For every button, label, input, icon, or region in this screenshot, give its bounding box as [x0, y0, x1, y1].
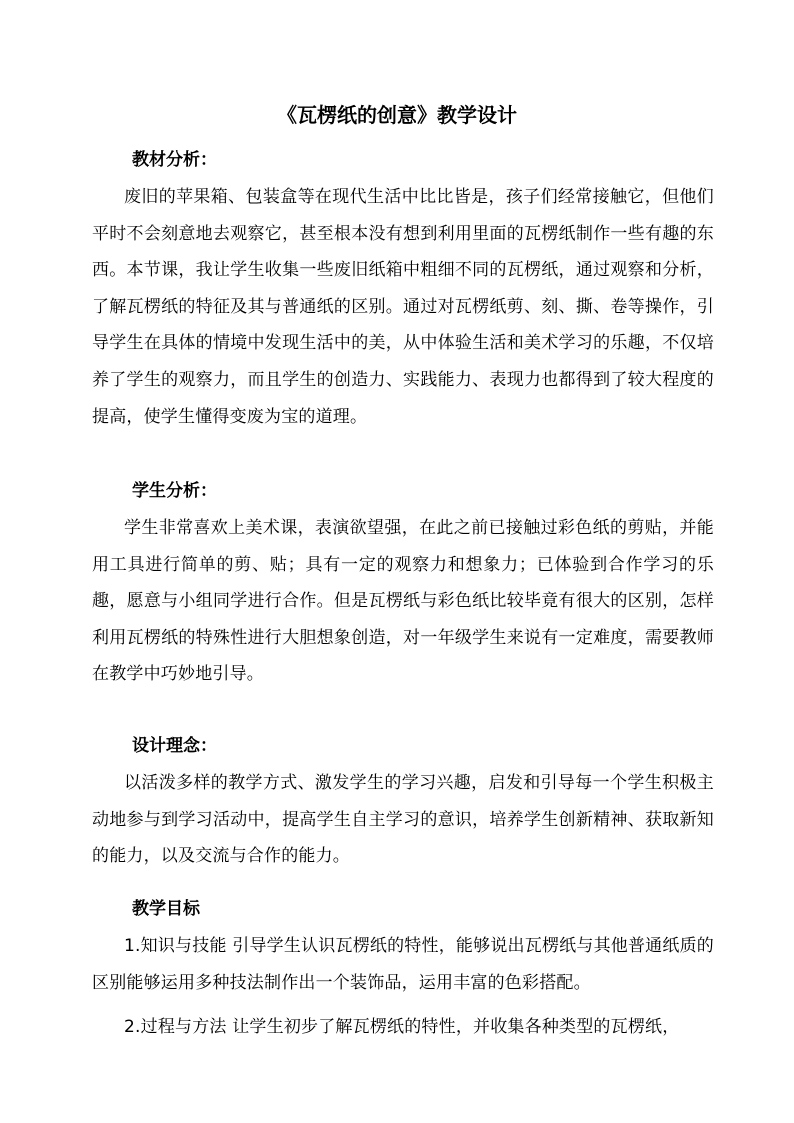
section-paragraph-design-concept: 以活泼多样的教学方式、激发学生的学习兴趣，启发和引导每一个学生积极主动地参与到学习活动中，提高学生自主学习的意识，培养学生创新精神、获取新知的能力，以及交流与合作的能力。 [92, 773, 714, 867]
section-heading-material-analysis: 教材分析： [132, 150, 217, 170]
section-heading-design-concept: 设计理念： [132, 736, 217, 756]
section-paragraph-material-analysis: 废旧的苹果箱、包装盒等在现代生活中比比皆是，孩子们经常接触它，但他们平时不会刻意地去观察它，甚至根本没有想到利用里面的瓦楞纸制作一些有趣的东西。本节课，我让学生收集一些废旧纸箱中粗细不同的瓦楞纸，通过观察和分析，了解瓦楞纸的特征及其与普通纸的区别。通过对瓦楞纸剪、刻、撕、卷等操作，引导学生在具体的情境中发现生活中的美，从中体验生活和美术学习的乐趣，不仅培养了学生的观察力，而且学生的创造力、实践能力、表现力也都得到了较大程度的提高，使学生懂得变废为宝的道理。 [92, 187, 714, 427]
section-heading-student-analysis: 学生分析： [132, 481, 217, 501]
section-heading-teaching-objectives: 教学目标 [132, 899, 200, 919]
objective-knowledge-skills: 1.知识与技能 引导学生认识瓦楞纸的特性，能够说出瓦楞纸与其他普通纸质的区别能够运用多种技法制作出一个装饰品，运用丰富的色彩搭配。 [92, 936, 714, 993]
document-title: 《瓦楞纸的创意》教学设计 [277, 103, 517, 127]
section-paragraph-student-analysis: 学生非常喜欢上美术课，表演欲望强，在此之前已接触过彩色纸的剪贴，并能用工具进行简单的剪、贴；具有一定的观察力和想象力；已体验到合作学习的乐趣，愿意与小组同学进行合作。但是瓦楞纸与彩色纸比较毕竟有很大的区别，怎样利用瓦楞纸的特殊性进行大胆想象创造，对一年级学生来说有一定难度，需要教师在教学中巧妙地引导。 [92, 518, 714, 685]
objective-process-methods: 2.过程与方法 让学生初步了解瓦楞纸的特性，并收集各种类型的瓦楞纸， [124, 1017, 680, 1037]
